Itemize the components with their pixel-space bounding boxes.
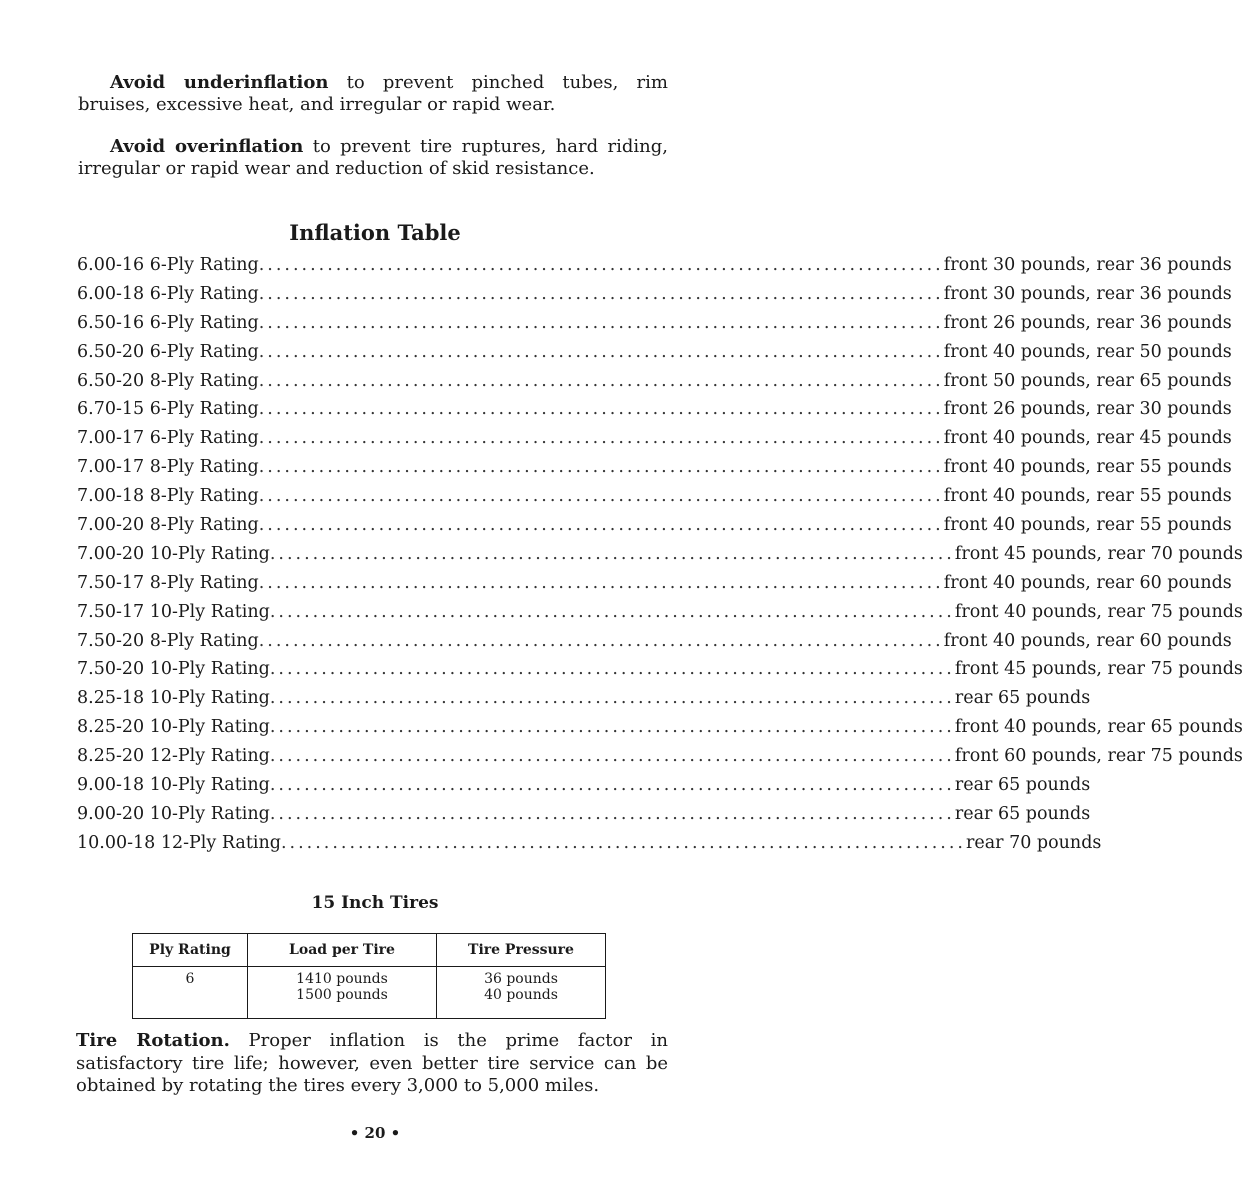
tire-spec: 6.00-16 6-Ply Rating bbox=[77, 255, 259, 275]
table-row bbox=[77, 283, 1232, 313]
tire-rotation-lead: Tire Rotation. bbox=[76, 1030, 230, 1051]
tire-pressure: front 40 pounds, rear 55 pounds bbox=[943, 515, 1232, 536]
tire-pressure: front 40 pounds, rear 55 pounds bbox=[943, 457, 1232, 478]
tire-spec: 7.50-17 10-Ply Rating bbox=[77, 601, 270, 622]
inflation-table bbox=[77, 255, 1243, 862]
table-row bbox=[77, 746, 1243, 775]
table-row bbox=[77, 399, 1232, 428]
tire-spec: 8.25-20 12-Ply Rating bbox=[77, 746, 270, 767]
table-row bbox=[77, 688, 1091, 717]
dot-leader: ................................................................................ bbox=[258, 370, 944, 391]
dot-leader: ................................................................................ bbox=[269, 659, 955, 680]
table-row bbox=[77, 803, 1091, 833]
dot-leader: ................................................................................ bbox=[258, 283, 944, 304]
overinflation-lead: Avoid overinflation bbox=[110, 136, 304, 157]
tire-rotation-text: Proper inflation is the prime factor in satisfactory tire life; however, even better tire service can be obtained by rotating the tires every 3,000 to 5,000 miles. bbox=[76, 1030, 668, 1096]
tire-spec: 7.00-17 8-Ply Rating bbox=[77, 457, 259, 478]
dot-leader: ................................................................................ bbox=[258, 255, 944, 275]
dot-leader: ................................................................................ bbox=[258, 312, 944, 333]
dot-leader: ................................................................................ bbox=[258, 572, 944, 593]
dot-leader: ................................................................................ bbox=[258, 457, 944, 478]
table-row bbox=[77, 486, 1232, 515]
table-row bbox=[77, 601, 1243, 631]
dot-leader: ................................................................................ bbox=[258, 630, 944, 651]
tire-spec: 9.00-20 10-Ply Rating bbox=[77, 803, 270, 824]
dot-leader: ................................................................................ bbox=[269, 803, 955, 824]
tire-spec: 7.50-20 8-Ply Rating bbox=[77, 630, 259, 651]
table-row bbox=[77, 515, 1232, 544]
fifteen-inch-title: 15 Inch Tires bbox=[311, 893, 439, 913]
header-ply-rating: Ply Rating bbox=[133, 934, 248, 967]
tire-pressure: rear 65 pounds bbox=[954, 775, 1091, 796]
tire-pressure: rear 65 pounds bbox=[954, 803, 1091, 824]
tire-pressure: front 40 pounds, rear 50 pounds bbox=[943, 341, 1232, 362]
tire-spec: 7.00-20 8-Ply Rating bbox=[77, 515, 259, 536]
tire-pressure: front 45 pounds, rear 70 pounds bbox=[954, 543, 1243, 564]
tire-spec: 6.70-15 6-Ply Rating bbox=[77, 399, 259, 420]
table-row bbox=[77, 832, 1102, 862]
tire-pressure: front 50 pounds, rear 65 pounds bbox=[943, 370, 1232, 391]
inflation-table-title: Inflation Table bbox=[289, 220, 461, 245]
tire-spec: 7.00-20 10-Ply Rating bbox=[77, 543, 270, 564]
tire-pressure: front 40 pounds, rear 55 pounds bbox=[943, 486, 1232, 507]
table-row bbox=[77, 370, 1232, 400]
header-load-per-tire: Load per Tire bbox=[248, 934, 437, 967]
pressure-value: 36 pounds bbox=[484, 971, 558, 987]
tire-pressure: front 40 pounds, rear 65 pounds bbox=[954, 717, 1243, 738]
tire-rotation-paragraph bbox=[76, 1030, 668, 1098]
overinflation-text: to prevent tire ruptures, hard riding, irregular or rapid wear and reduction of skid resistance. bbox=[78, 136, 668, 179]
table-row bbox=[77, 630, 1232, 660]
table-row bbox=[77, 457, 1232, 486]
underinflation-paragraph bbox=[78, 72, 668, 116]
tire-pressure: front 40 pounds, rear 75 pounds bbox=[954, 601, 1243, 622]
dot-leader: ................................................................................ bbox=[258, 486, 944, 507]
dot-leader: ................................................................................ bbox=[269, 717, 955, 738]
tire-spec: 6.50-20 8-Ply Rating bbox=[77, 370, 259, 391]
tire-spec: 7.00-18 8-Ply Rating bbox=[77, 486, 259, 507]
tire-spec: 7.50-17 8-Ply Rating bbox=[77, 572, 259, 593]
table-row bbox=[133, 967, 606, 1019]
header-tire-pressure: Tire Pressure bbox=[437, 934, 606, 967]
underinflation-text: to prevent pinched tubes, rim bruises, excessive heat, and irregular or rapid wear. bbox=[78, 72, 668, 115]
dot-leader: ................................................................................ bbox=[269, 543, 955, 564]
tire-spec: 7.50-20 10-Ply Rating bbox=[77, 659, 270, 680]
dot-leader: ................................................................................ bbox=[269, 746, 955, 767]
load-cell bbox=[248, 967, 437, 1019]
table-row bbox=[77, 312, 1232, 342]
tire-pressure: front 45 pounds, rear 75 pounds bbox=[954, 659, 1243, 680]
tire-spec: 6.50-20 6-Ply Rating bbox=[77, 341, 259, 362]
dot-leader: ................................................................................ bbox=[258, 428, 944, 449]
dot-leader: ................................................................................ bbox=[258, 399, 944, 420]
pressure-value: 40 pounds bbox=[484, 987, 558, 1003]
table-header-row bbox=[133, 934, 606, 967]
tire-pressure: front 26 pounds, rear 30 pounds bbox=[943, 399, 1232, 420]
table-row bbox=[77, 543, 1243, 573]
ply-value: 6 bbox=[185, 971, 195, 987]
ply-cell bbox=[133, 967, 248, 1019]
tire-spec: 6.50-16 6-Ply Rating bbox=[77, 312, 259, 333]
dot-leader: ................................................................................ bbox=[269, 688, 955, 709]
table-row bbox=[77, 341, 1232, 371]
fifteen-inch-table bbox=[132, 933, 606, 1019]
tire-pressure: rear 70 pounds bbox=[966, 832, 1102, 853]
load-value: 1410 pounds bbox=[296, 971, 388, 987]
tire-pressure: front 40 pounds, rear 60 pounds bbox=[943, 572, 1232, 593]
dot-leader: ................................................................................ bbox=[269, 775, 955, 796]
tire-spec: 8.25-20 10-Ply Rating bbox=[77, 717, 270, 738]
tire-pressure: front 60 pounds, rear 75 pounds bbox=[954, 746, 1243, 767]
table-row bbox=[77, 572, 1232, 602]
page-number: • 20 • bbox=[349, 1124, 401, 1142]
underinflation-lead: Avoid underinflation bbox=[110, 72, 329, 93]
tire-pressure: front 30 pounds, rear 36 pounds bbox=[943, 283, 1232, 304]
tire-spec: 6.00-18 6-Ply Rating bbox=[77, 283, 259, 304]
tire-pressure: front 26 pounds, rear 36 pounds bbox=[943, 312, 1232, 333]
dot-leader: ................................................................................ bbox=[280, 832, 966, 853]
table-row bbox=[77, 659, 1243, 688]
table-row bbox=[77, 775, 1091, 804]
table-row bbox=[77, 255, 1232, 284]
dot-leader: ................................................................................ bbox=[258, 515, 944, 536]
table-row bbox=[77, 717, 1243, 746]
table-row bbox=[77, 428, 1232, 457]
dot-leader: ................................................................................ bbox=[269, 601, 955, 622]
pressure-cell bbox=[437, 967, 606, 1019]
load-value: 1500 pounds bbox=[296, 987, 388, 1003]
tire-spec: 10.00-18 12-Ply Rating bbox=[77, 832, 281, 853]
dot-leader: ................................................................................ bbox=[258, 341, 944, 362]
tire-pressure: front 40 pounds, rear 45 pounds bbox=[943, 428, 1232, 449]
tire-pressure: front 40 pounds, rear 60 pounds bbox=[943, 630, 1232, 651]
tire-pressure: front 30 pounds, rear 36 pounds bbox=[943, 255, 1232, 275]
overinflation-paragraph bbox=[78, 136, 668, 180]
tire-spec: 7.00-17 6-Ply Rating bbox=[77, 428, 259, 449]
tire-spec: 8.25-18 10-Ply Rating bbox=[77, 688, 270, 709]
tire-pressure: rear 65 pounds bbox=[954, 688, 1091, 709]
tire-spec: 9.00-18 10-Ply Rating bbox=[77, 775, 270, 796]
